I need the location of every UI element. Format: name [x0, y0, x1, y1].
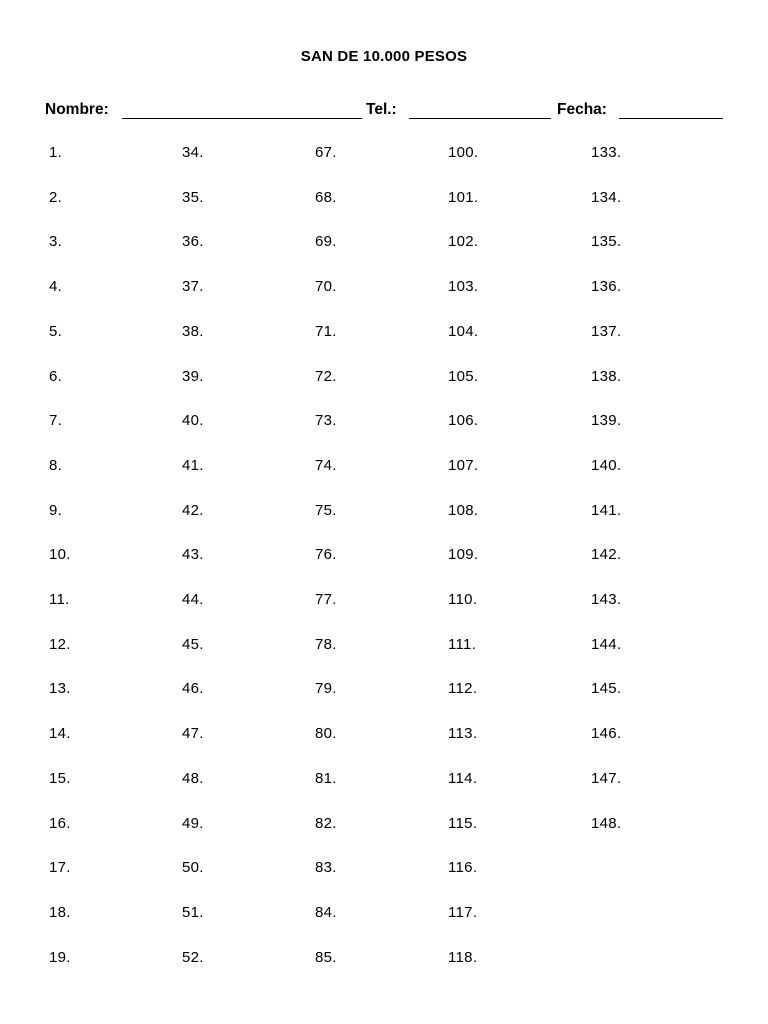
fecha-label: Fecha:: [557, 101, 607, 118]
entry-number: 107.: [448, 456, 479, 474]
entry-number: 108.: [448, 501, 479, 519]
entry-number: 82.: [315, 814, 337, 832]
nombre-label: Nombre:: [45, 101, 109, 118]
entry-number: 111.: [448, 635, 477, 653]
entry-number: 81.: [315, 769, 337, 787]
entry-number: 145.: [591, 680, 622, 698]
entry-number: 18.: [49, 903, 71, 921]
entry-number: 133.: [591, 144, 622, 161]
entry-number: 135.: [591, 233, 622, 251]
entry-number: 110.: [448, 591, 478, 608]
entry-number: 34.: [182, 144, 204, 161]
entry-number: 2.: [49, 188, 63, 206]
entry-number: 42.: [182, 501, 204, 519]
entry-number: 141.: [591, 501, 622, 519]
entry-number: 103.: [448, 278, 479, 296]
entry-number: 41.: [182, 456, 204, 474]
entry-number: 10.: [49, 546, 71, 564]
entry-number: 83.: [315, 859, 337, 877]
entry-number: 49.: [182, 814, 204, 832]
entry-number: 7.: [49, 412, 63, 430]
entry-number: 11.: [49, 591, 70, 608]
tel-field[interactable]: [409, 118, 551, 119]
entry-number: 102.: [448, 233, 479, 251]
entry-number: 78.: [315, 635, 337, 653]
entry-number: 76.: [315, 546, 337, 564]
entry-number: 101.: [448, 188, 479, 206]
entry-number: 8.: [49, 456, 63, 474]
entry-number: 146.: [591, 725, 622, 743]
entry-number: 138.: [591, 367, 622, 385]
entry-number: 100.: [448, 144, 479, 161]
entry-number: 13.: [49, 680, 71, 698]
entry-number: 72.: [315, 367, 337, 385]
entry-number: 16.: [49, 814, 71, 832]
entry-number: 134.: [591, 188, 622, 206]
entry-number: 114.: [448, 769, 478, 787]
entry-number: 106.: [448, 412, 479, 430]
entry-number: 37.: [182, 278, 204, 296]
entry-number: 105.: [448, 367, 479, 385]
entry-number: 52.: [182, 948, 204, 966]
entry-number: 143.: [591, 591, 622, 608]
entry-number: 73.: [315, 412, 337, 430]
entry-number: 35.: [182, 188, 204, 206]
entry-number: 109.: [448, 546, 479, 564]
entry-number: 115.: [448, 814, 478, 832]
entry-number: 136.: [591, 278, 622, 296]
tel-label: Tel.:: [366, 101, 397, 118]
entry-number: 142.: [591, 546, 622, 564]
entry-number: 67.: [315, 144, 337, 161]
entry-number: 68.: [315, 188, 337, 206]
entry-number: 14.: [49, 725, 71, 743]
entry-number: 46.: [182, 680, 204, 698]
entry-number: 80.: [315, 725, 337, 743]
entry-number: 5.: [49, 322, 63, 340]
nombre-field[interactable]: [122, 118, 362, 119]
entry-number: 147.: [591, 769, 622, 787]
entry-number: 144.: [591, 635, 622, 653]
entry-number: 74.: [315, 456, 337, 474]
entry-number: 17.: [49, 859, 71, 877]
entry-number: 104.: [448, 322, 479, 340]
entry-number: 12.: [49, 635, 71, 653]
entry-number: 75.: [315, 501, 337, 519]
entry-number: 44.: [182, 591, 204, 608]
entry-number: 70.: [315, 278, 337, 296]
entry-number: 79.: [315, 680, 337, 698]
entry-number: 50.: [182, 859, 204, 877]
entry-number: 43.: [182, 546, 204, 564]
entry-number: 47.: [182, 725, 204, 743]
entry-number: 4.: [49, 278, 63, 296]
entry-number: 3.: [49, 233, 63, 251]
entry-number: 39.: [182, 367, 204, 385]
entry-number: 48.: [182, 769, 204, 787]
entry-number: 77.: [315, 591, 337, 608]
page-title: SAN DE 10.000 PESOS: [300, 48, 468, 65]
entry-number: 51.: [182, 903, 204, 921]
entry-number: 116.: [448, 859, 478, 877]
entry-number: 113.: [448, 725, 478, 743]
entry-number: 137.: [591, 322, 622, 340]
entry-number: 71.: [315, 322, 337, 340]
entry-number: 15.: [49, 769, 71, 787]
entry-number: 84.: [315, 903, 337, 921]
entry-number: 45.: [182, 635, 204, 653]
entry-number: 1.: [49, 144, 63, 161]
entry-number: 112.: [448, 680, 478, 698]
entry-number: 148.: [591, 814, 622, 832]
entry-number: 85.: [315, 948, 337, 966]
entry-number: 19.: [49, 948, 71, 966]
entry-number: 139.: [591, 412, 622, 430]
entry-number: 117.: [448, 903, 478, 921]
entry-number: 40.: [182, 412, 204, 430]
entry-number: 9.: [49, 501, 63, 519]
entry-number: 140.: [591, 456, 622, 474]
entry-number: 38.: [182, 322, 204, 340]
entry-number: 36.: [182, 233, 204, 251]
entry-number: 118.: [448, 948, 478, 966]
entry-number: 69.: [315, 233, 337, 251]
fecha-field[interactable]: [619, 118, 723, 119]
entry-number: 6.: [49, 367, 63, 385]
